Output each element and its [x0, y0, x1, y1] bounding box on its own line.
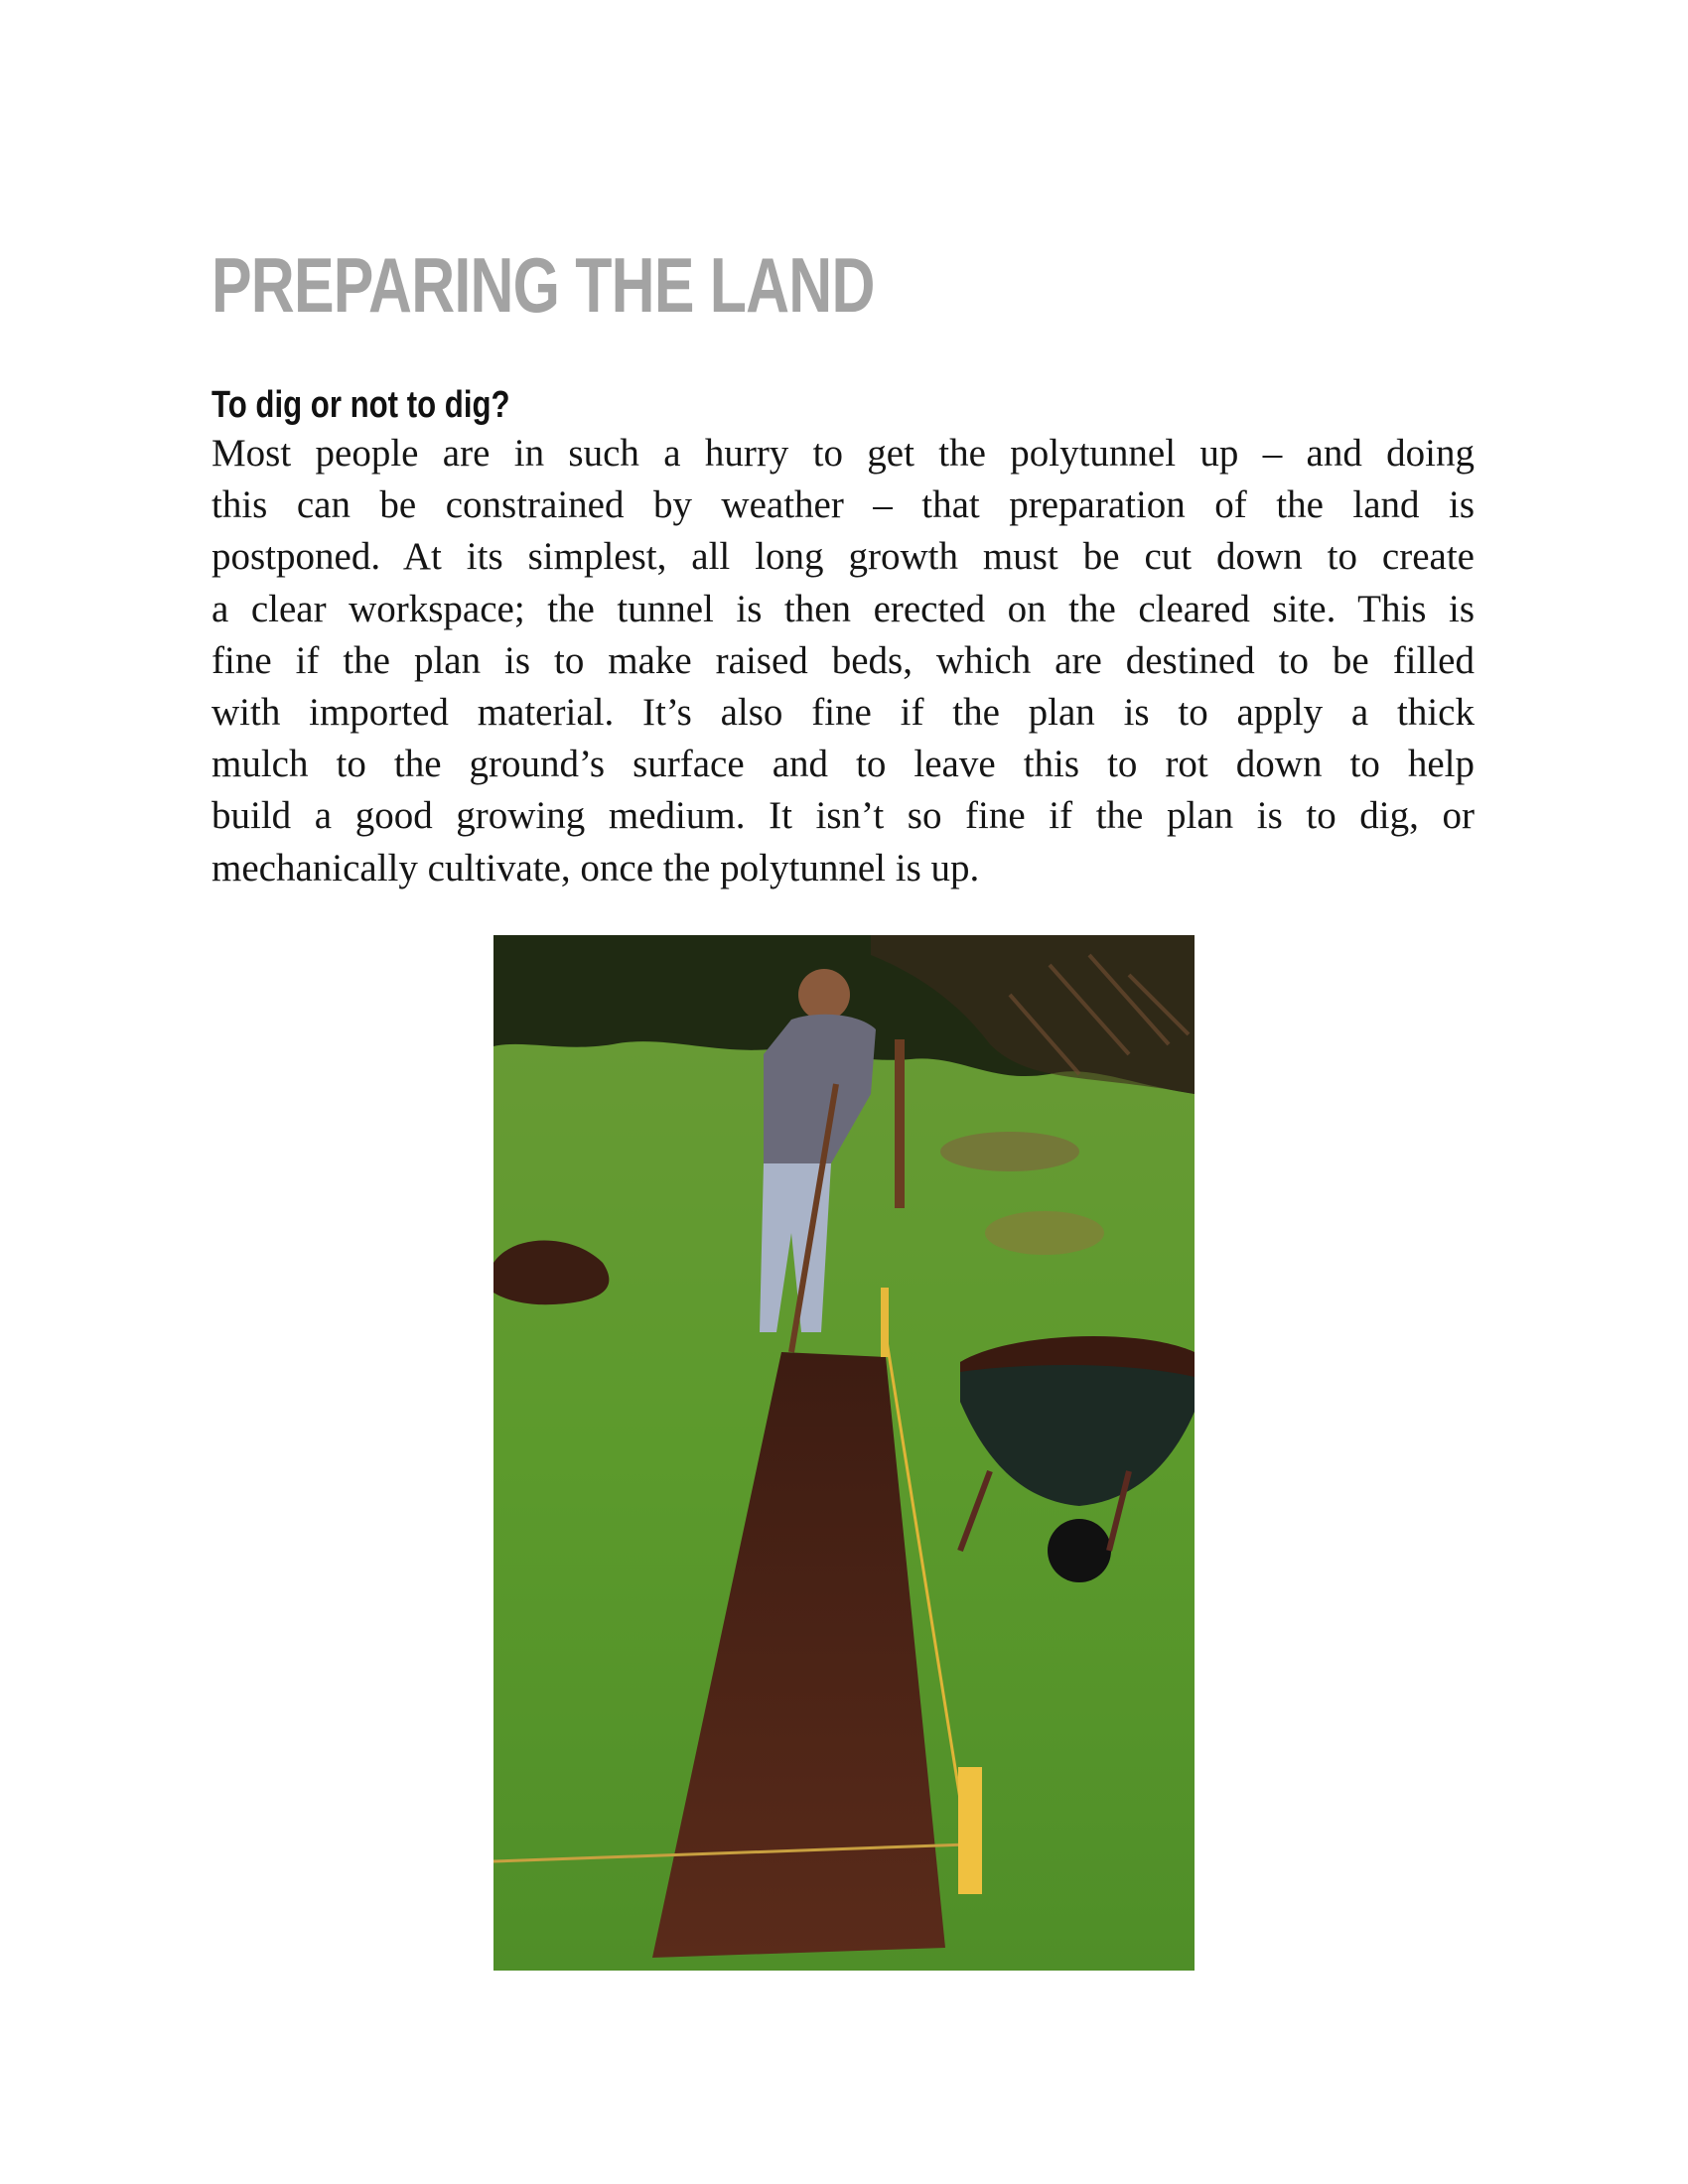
- body-line: fine if the plan is to make raised beds, which are destined to be filled: [211, 638, 1475, 682]
- stake: [881, 1288, 889, 1357]
- chapter-title: PREPARING THE LAND: [211, 241, 875, 329]
- body-line: postponed. At its simplest, all long growth must be cut down to create: [211, 535, 1475, 579]
- body-paragraph: [211, 428, 1475, 894]
- person: [798, 969, 850, 1021]
- photo-figure: [493, 935, 1195, 1971]
- body-line: mulch to the ground’s surface and to leave this to rot down to help: [211, 743, 1475, 786]
- body-line: this can be constrained by weather – that preparation of the land is: [211, 483, 1475, 527]
- post: [895, 1039, 905, 1208]
- body-line: build a good growing medium. It isn’t so fine if the plan is to dig, or: [211, 794, 1475, 838]
- body-line: Most people are in such a hurry to get the polytunnel up – and doing: [211, 432, 1475, 475]
- section-heading: To dig or not to dig?: [211, 384, 510, 426]
- body-line: mechanically cultivate, once the polytunnel is up.: [211, 846, 980, 889]
- body-line: a clear workspace; the tunnel is then erected on the cleared site. This is: [211, 587, 1475, 630]
- photo-person-digging-trench-icon: [493, 935, 1195, 1971]
- stake: [958, 1767, 982, 1894]
- body-line: with imported material. It’s also fine if the plan is to apply a thick: [211, 690, 1475, 734]
